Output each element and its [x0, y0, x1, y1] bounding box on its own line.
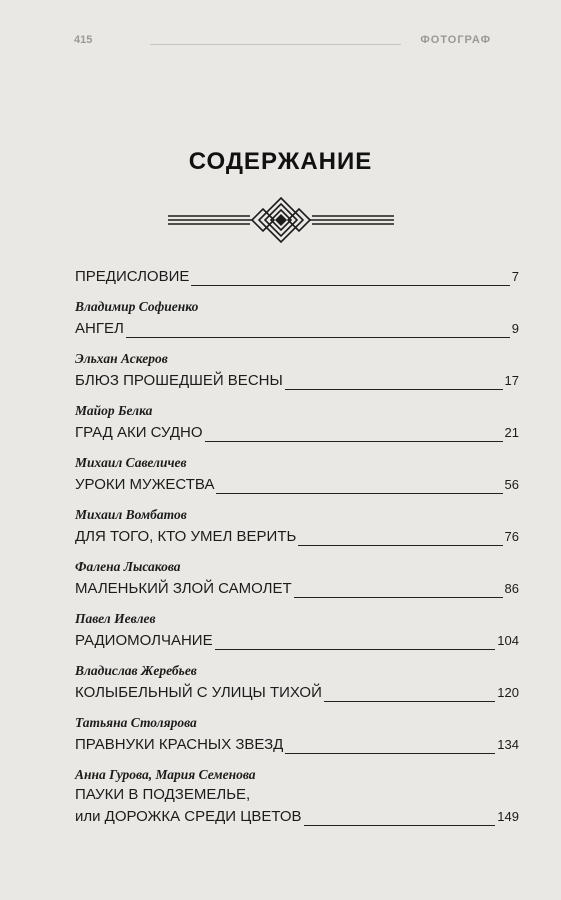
toc-entry[interactable] — [75, 609, 519, 651]
toc-entry-title: АНГЕЛ — [75, 320, 124, 337]
toc-entry[interactable] — [75, 265, 519, 287]
toc-entry[interactable] — [75, 297, 519, 339]
toc-entry-page: 149 — [495, 807, 519, 827]
table-of-contents — [75, 265, 519, 827]
toc-entry-title-line2: или ДОРОЖКА СРЕДИ ЦВЕТОВ — [75, 808, 302, 825]
toc-entry[interactable] — [75, 401, 519, 443]
toc-entry-title: ГРАД АКИ СУДНО — [75, 424, 203, 441]
running-header — [0, 34, 561, 48]
toc-entry-page: 104 — [495, 631, 519, 651]
ornament-icon — [168, 196, 394, 246]
page-title: СОДЕРЖАНИЕ — [188, 148, 373, 175]
toc-entry-author: Михаил Савеличев — [75, 455, 187, 470]
running-title: ФОТОГРАФ — [420, 34, 491, 46]
toc-entry-title: УРОКИ МУЖЕСТВА — [75, 476, 215, 493]
toc-entry[interactable] — [75, 349, 519, 391]
toc-entry-title-line1: ПАУКИ В ПОДЗЕМЕЛЬЕ, — [75, 786, 251, 803]
toc-entry-page: 9 — [510, 319, 519, 339]
toc-entry[interactable] — [75, 557, 519, 599]
toc-entry-author: Эльхан Аскеров — [75, 351, 168, 366]
toc-entry[interactable] — [75, 505, 519, 547]
toc-entry-page: 56 — [503, 475, 519, 495]
toc-entry[interactable] — [75, 661, 519, 703]
toc-entry-title: РАДИОМОЛЧАНИЕ — [75, 632, 213, 649]
toc-entry-author: Фалена Лысакова — [75, 559, 181, 574]
toc-entry-page: 21 — [503, 423, 519, 443]
toc-entry-author: Татьяна Столярова — [75, 715, 197, 730]
toc-entry-title: МАЛЕНЬКИЙ ЗЛОЙ САМОЛЕТ — [75, 580, 292, 597]
toc-entry-title: ПРАВНУКИ КРАСНЫХ ЗВЕЗД — [75, 736, 284, 753]
toc-entry[interactable] — [75, 453, 519, 495]
toc-entry-author: Владислав Жеребьев — [75, 663, 197, 678]
toc-entry-author: Павел Иевлев — [75, 611, 156, 626]
toc-entry-title: ДЛЯ ТОГО, КТО УМЕЛ ВЕРИТЬ — [75, 528, 297, 545]
toc-entry-title: БЛЮЗ ПРОШЕДШЕЙ ВЕСНЫ — [75, 372, 283, 389]
toc-leader-line — [75, 337, 519, 338]
toc-entry-page: 134 — [495, 735, 519, 755]
toc-entry-title: ПРЕДИСЛОВИЕ — [75, 268, 190, 285]
toc-entry-page: 76 — [503, 527, 519, 547]
toc-entry-author: Владимир Софиенко — [75, 299, 199, 314]
toc-entry-page: 17 — [503, 371, 519, 391]
toc-entry-author: Анна Гурова, Мария Семенова — [75, 767, 256, 782]
toc-entry[interactable] — [75, 765, 519, 827]
toc-entry-page: 7 — [510, 267, 519, 287]
toc-entry[interactable] — [75, 713, 519, 755]
header-rule — [150, 44, 401, 45]
page-number: 415 — [74, 34, 93, 46]
toc-entry-page: 120 — [495, 683, 519, 703]
toc-entry-title: КОЛЫБЕЛЬНЫЙ С УЛИЦЫ ТИХОЙ — [75, 684, 322, 701]
toc-entry-author: Майор Белка — [75, 403, 153, 418]
toc-entry-author: Михаил Вомбатов — [75, 507, 187, 522]
toc-entry-page: 86 — [503, 579, 519, 599]
